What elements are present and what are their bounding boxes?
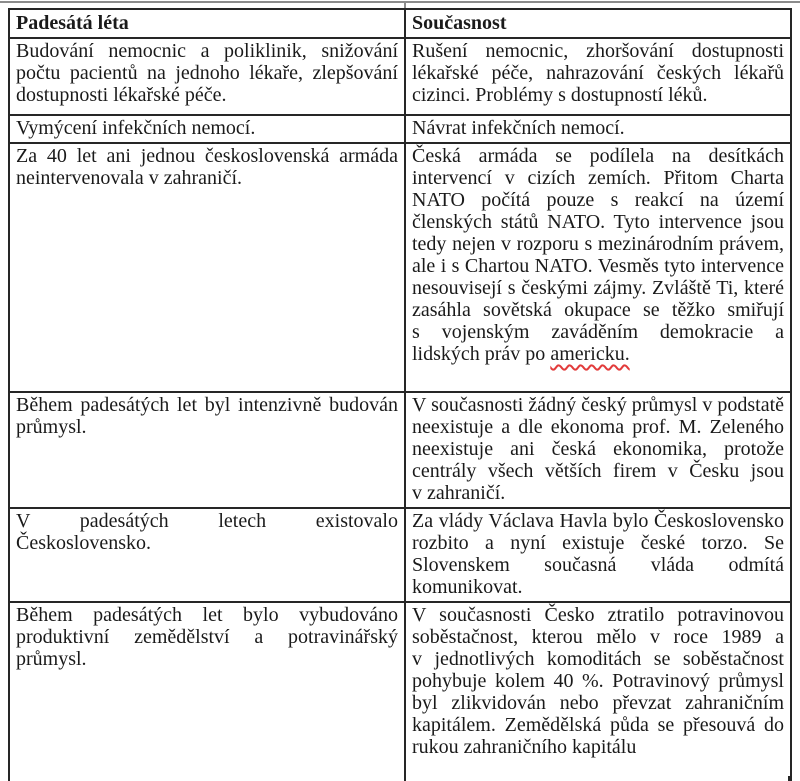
column-header-fifties: Padesátá léta	[9, 9, 405, 38]
cell-fifties: V padesátých letech existovalo Československo.	[9, 508, 405, 602]
column-header-present: Současnost	[405, 9, 791, 38]
header-row	[9, 9, 791, 38]
table-row	[9, 392, 791, 508]
table-row	[9, 38, 791, 115]
cell-fifties: Vymýcení infekčních nemocí.	[9, 115, 405, 143]
table-row	[9, 143, 791, 392]
table-row	[9, 508, 791, 602]
column-divider-stub-bottom	[404, 776, 406, 781]
cell-present	[405, 143, 791, 392]
previous-row-cut-line	[0, 1, 800, 3]
table-row	[9, 602, 791, 781]
spellcheck-underlined-word: americku.	[550, 343, 630, 365]
cell-present: Návrat infekčních nemocí.	[405, 115, 791, 143]
cell-present: Za vlády Václava Havla bylo Československo rozbito a nyní existuje české torzo. Se Slovenskem současná vláda odmítá komunikovat.	[405, 508, 791, 602]
cell-fifties: Během padesátých let byl intenzivně budován průmysl.	[9, 392, 405, 508]
cell-fifties: Během padesátých let bylo vybudováno produktivní zemědělství a potravinářský průmysl.	[9, 602, 405, 781]
cell-text: Česká armáda se podílela na desítkách intervencí v cizích zemích. Přitom Charta NATO počítá pouze s reakcí na území členských států NATO. Tyto intervence jsou tedy nejen v rozporu s mezinárodním právem, ale i s Chartou NATO. Vesměs tyto intervence nesouvisejí s českými zájmy. Zvláště Ti, které zasáhla sovětská okupace se těžko smiřují s vojenským zaváděním demokracie a lidských práv po	[412, 145, 784, 365]
left-border-stub-bottom	[8, 776, 10, 781]
cell-present: V současnosti žádný český průmysl v podstatě neexistuje a dle ekonoma prof. M. Zeleného neexistuje ani česká ekonomika, protože centrály všech větších firem v Česku jsou v zahraničí.	[405, 392, 791, 508]
cell-present: Rušení nemocnic, zhoršování dostupnosti lékařské péče, nahrazování českých lékařů cizinci. Problémy s dostupností léků.	[405, 38, 791, 115]
comparison-table	[8, 8, 792, 781]
cell-fifties: Budování nemocnic a poliklinik, snižování počtu pacientů na jednoho lékaře, zlepšování dostupnosti lékařské péče.	[9, 38, 405, 115]
cell-fifties: Za 40 let ani jednou československá armáda neintervenovala v zahraničí.	[9, 143, 405, 392]
table-row	[9, 115, 791, 143]
right-border-stub-bottom	[788, 776, 790, 781]
cell-present: V současnosti Česko ztratilo potravinovou soběstačnost, kterou mělo v roce 1989 a v jednotlivých komoditách se soběstačnost pohybuje kolem 40 %. Potravinový průmysl byl zlikvidován nebo převzat zahraničním kapitálem. Zemědělská půda se přesouvá do rukou zahraničního kapitálu	[405, 602, 791, 781]
